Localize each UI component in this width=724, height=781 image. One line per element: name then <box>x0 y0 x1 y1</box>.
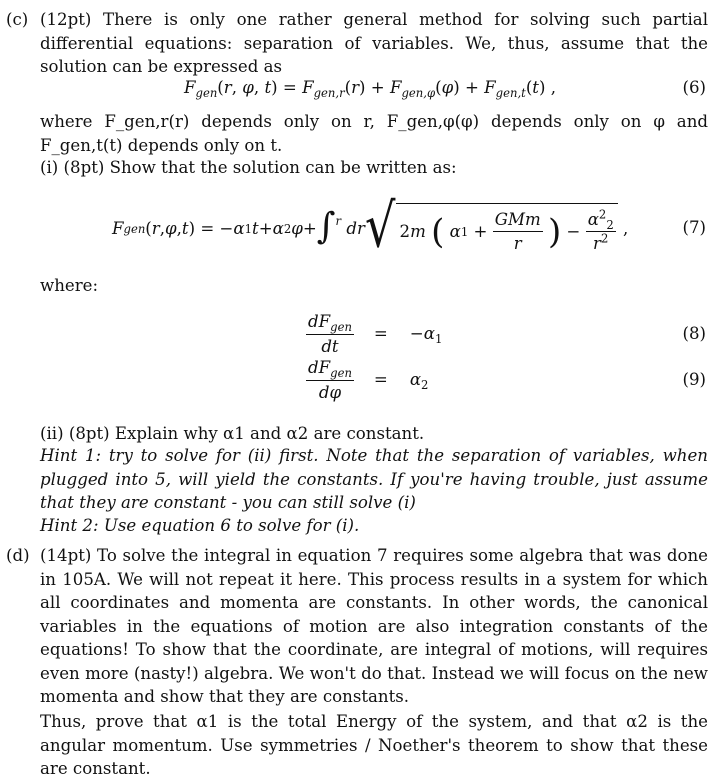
hint-2-label: Hint 2: <box>40 516 99 535</box>
hint-1 <box>40 444 708 515</box>
sub-ii-line <box>40 422 708 446</box>
equation-8-body: $\frac{dF_{gen}}{dt}$ = $-\alpha_1$ <box>308 312 443 356</box>
sub-ii-text: Explain why α1 and α2 are constant. <box>114 424 425 443</box>
equation-9-number: (9) <box>682 370 706 389</box>
hint-1-text: try to solve for (ii) first. Note that the separation of variables, when plugged into 5, will yield the constants. If you're having trouble, just assume that they are constant - you can still solve (i) <box>40 446 708 512</box>
equation-6-body: $F_{gen}(r$, φ, $t) = F_{gen,r}(r) + F_{gen,\varphi}(\varphi) + F_{gen,t}(t)$ , <box>184 78 556 101</box>
hint-1-label: Hint 1: <box>40 446 102 465</box>
hint-2-text: Use equation 6 to solve for (i). <box>103 516 360 535</box>
equation-8-number: (8) <box>682 324 706 343</box>
hint-2 <box>40 514 708 538</box>
equation-6-number: (6) <box>682 78 706 97</box>
equation-7-body: F gen ( r , φ , t ) = − α 1 t + α 2 φ + ∫ $^r$ dr √ 2 m ( α 1 + $\frac{\text{GMm}}{r}$ ) − $\frac{\alpha^2_2}{r^2}$ , <box>112 190 629 261</box>
sub-i-label: (i) <box>40 158 59 177</box>
equation-7-number: (7) <box>682 218 706 237</box>
part-d-label: (d) <box>6 546 30 565</box>
part-c-intro-text: There is only one rather general method for solving such partial differential equations: separation of variables. We, thus, assume that the solution can be expressed as <box>40 10 709 76</box>
part-d-para-2: Thus, prove that α1 is the total Energy of the system, and that α2 is the angular momentum. Use symmetries / Noether's theorem to show that these are constant. <box>40 712 708 778</box>
square-root: √ 2 m ( α 1 + $\frac{\text{GMm}}{r}$ ) − $\frac{\alpha^2_2}{r^2}$ <box>365 203 618 256</box>
equation-8 <box>0 312 724 356</box>
sub-i-text: Show that the solution can be written as: <box>109 158 457 177</box>
part-c-points: (12pt) <box>40 10 92 29</box>
part-c-where-text: where F_gen,r(r) depends only on r, F_gen,φ(φ) depends only on φ and F_gen,t(t) depends only on t. <box>40 112 708 155</box>
equation-7 <box>0 190 724 262</box>
part-d-para-1-text: To solve the integral in equation 7 requires some algebra that was done in 105A. We will not repeat it here. This process results in a system for which all coordinates and momenta are constants. In other words, the canonical variables in the equations of motion are also integration constants of the equations! To show that the coordinate, are integral of motions, will requires even more (nasty!) algebra. We won't do that. Instead we will focus on the new momenta and show that they are constants. <box>40 546 708 706</box>
part-d-points: (14pt) <box>40 546 92 565</box>
sub-ii-points: (8pt) <box>68 424 110 443</box>
part-d-para-1 <box>40 544 708 709</box>
sub-ii-label: (ii) <box>40 424 64 443</box>
part-c-intro <box>40 8 708 79</box>
equation-9 <box>0 358 724 402</box>
where-label: where: <box>40 276 99 295</box>
sub-i-points: (8pt) <box>63 158 105 177</box>
part-c-label: (c) <box>6 10 29 29</box>
equation-9-body: $\frac{dF_{gen}}{d\varphi}$ = $\alpha_2$ <box>308 358 429 402</box>
sub-i-line <box>40 156 708 180</box>
